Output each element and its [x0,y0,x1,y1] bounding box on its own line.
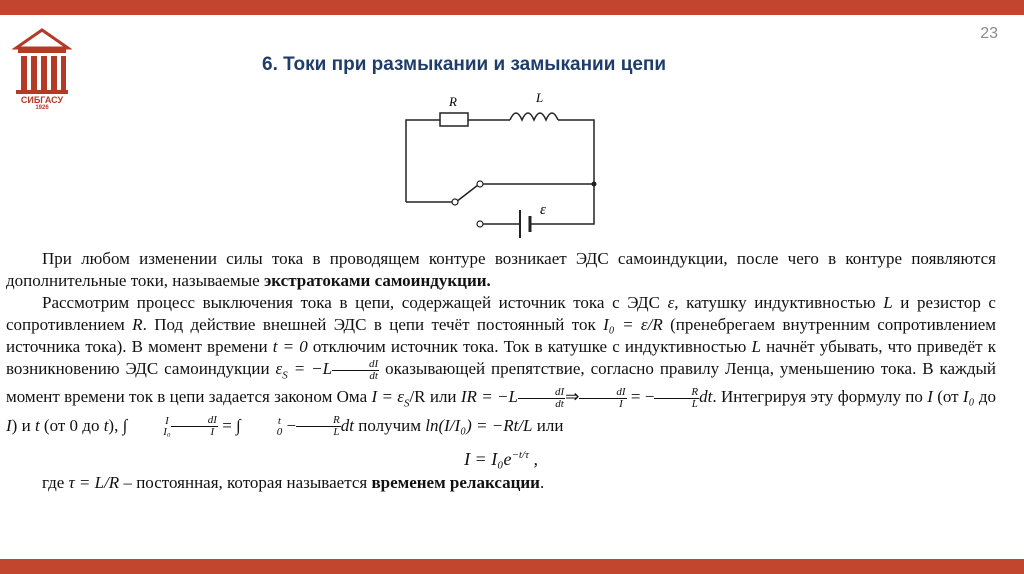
relaxation-formula: $I = I_0e^{-t/\tau}$ , [464,449,538,470]
bottom-accent-bar [0,559,1024,574]
source-label: ε [540,202,546,218]
switch [456,185,478,202]
resistor-label: R [449,94,457,109]
paragraph-2: Рассмотрим процесс выключения тока в цепи, содержащей источник тока с ЭДС ε, катушку индуктивностью L и резистор с сопротивлением R. Под действие внешней ЭДС в цепи течёт постоянный ток I₀ = ε/R (пренебрегаем внутренним сопротивлением источника тока). В момент времени t = 0 отключим источник тока. Ток в катушке с индуктивностью L начнёт убывать, что приведёт к возникновению ЭДС самоиндукции $\varepsilon_S = -L$ $\frac{dI}{dt}$ оказывающей препятствие, согласно правилу Ленца, уменьшению тока. В каждый момент времени ток в цепи задается законом Ома $I = \varepsilon_S/R$ или IR = −L $\frac{dI}{dt}$ ⇒ $\frac{dI}{I}$ = − $\frac{R}{L}$ dt. Интегрируя эту формулу по I (от I₀ до I) и t (от 0 до t), ∫ I I₀ $\frac{dI}{I}$ = ∫ t 0 − $\frac{R}{L}$ dt получим ln(I/I₀) = −Rt/L или [6,293,996,439]
logo-name: СИБГАСУ 1926 [20,95,64,111]
body-text [6,248,996,494]
slide-title: 6. Токи при размыкании и замыкании цепи [262,54,667,75]
paragraph-1: При любом изменении силы тока в проводящем контуре возникает ЭДС самоиндукции, после чего в контуре появляются дополнительные токи, называемые экстратоками самоиндукции. [6,249,996,290]
circuit-wire [406,120,440,196]
closing-line: где τ = L/R – постоянная, которая называется временем релаксации. [42,473,545,493]
inductor-label: L [536,90,544,105]
page-number: 23 [980,25,998,42]
resistor [440,113,468,126]
circuit-diagram [390,88,620,248]
inductor [510,113,558,120]
top-accent-bar [0,0,1024,15]
